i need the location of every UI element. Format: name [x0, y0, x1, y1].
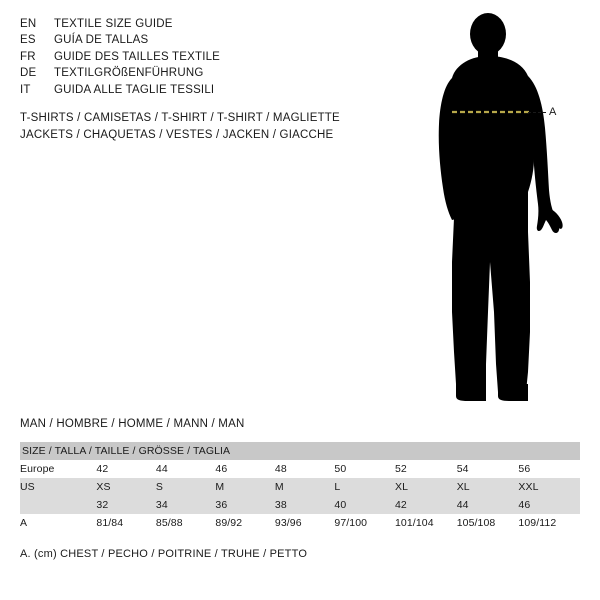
cell-usnum-6: 44 [456, 499, 469, 511]
cell-a-4: 97/100 [334, 517, 368, 529]
cell-a-7: 109/112 [518, 517, 557, 529]
callout-leader-line [528, 112, 546, 114]
cell-usnum-5: 42 [394, 499, 407, 511]
cell-a-3: 93/96 [274, 517, 302, 529]
male-silhouette-figure [410, 12, 600, 402]
language-code-it: IT [20, 83, 31, 96]
language-code-de: DE [20, 67, 37, 80]
table-header-label: SIZE / TALLA / TAILLE / GRÖSSE / TAGLIA [22, 445, 231, 457]
language-text-it: GUIDA ALLE TAGLIE TESSILI [54, 83, 215, 96]
language-text-de: TEXTILGRÖßENFÜHRUNG [54, 67, 204, 80]
cell-europe-6: 54 [456, 463, 469, 475]
cell-us-4: L [334, 481, 341, 493]
cell-us-1: S [155, 481, 163, 493]
callout-label-a: A [549, 106, 557, 118]
language-row-de [20, 65, 350, 81]
cell-europe-3: 48 [274, 463, 287, 475]
row-label-europe: Europe [20, 463, 55, 475]
table-header-row [20, 442, 580, 460]
table-row [20, 514, 580, 532]
cell-usnum-1: 34 [155, 499, 168, 511]
garment-categories [20, 110, 380, 144]
table-section-title: MAN / HOMBRE / HOMME / MANN / MAN [20, 418, 245, 430]
row-label-us: US [20, 481, 35, 493]
cell-a-6: 105/108 [456, 517, 496, 529]
row-label-a: A [20, 517, 28, 529]
measurement-footnote: A. (cm) CHEST / PECHO / POITRINE / TRUHE / PETTO [20, 548, 308, 560]
language-code-es: ES [20, 34, 36, 47]
table-row [20, 496, 580, 514]
cell-a-2: 89/92 [215, 517, 243, 529]
cell-usnum-3: 38 [274, 499, 287, 511]
size-table-wrapper [20, 442, 580, 532]
cell-europe-7: 56 [518, 463, 531, 475]
cell-europe-0: 42 [96, 463, 109, 475]
language-row-it [20, 82, 350, 98]
cell-a-5: 101/104 [394, 517, 434, 529]
cell-us-6: XL [456, 481, 470, 493]
table-row [20, 478, 580, 496]
language-text-fr: GUIDE DES TAILLES TEXTILE [54, 50, 221, 63]
cell-a-0: 81/84 [96, 517, 124, 529]
cell-a-1: 85/88 [155, 517, 183, 529]
language-header-block [20, 16, 350, 98]
language-code-en: EN [20, 18, 37, 30]
row-label-us-numeric [20, 496, 96, 514]
language-row-en [20, 16, 350, 32]
category-jackets: JACKETS / CHAQUETAS / VESTES / JACKEN / GIACCHE [20, 129, 334, 141]
cell-europe-2: 46 [215, 463, 228, 475]
cell-usnum-4: 40 [334, 499, 347, 511]
cell-usnum-0: 32 [96, 499, 109, 511]
cell-europe-1: 44 [155, 463, 168, 475]
category-tshirts: T-SHIRTS / CAMISETAS / T-SHIRT / T-SHIRT / MAGLIETTE [20, 112, 340, 124]
cell-us-5: XL [394, 481, 409, 493]
silhouette-svg [410, 12, 600, 402]
cell-europe-4: 50 [334, 463, 347, 475]
language-text-es: GUÍA DE TALLAS [54, 34, 149, 47]
cell-usnum-7: 46 [518, 499, 531, 511]
cell-us-2: M [215, 481, 225, 493]
size-table [20, 442, 580, 532]
cell-us-3: M [274, 481, 284, 493]
table-row [20, 460, 580, 478]
cell-europe-5: 52 [394, 463, 407, 475]
language-code-fr: FR [20, 50, 36, 63]
cell-usnum-2: 36 [215, 499, 228, 511]
cell-us-7: XXL [518, 481, 539, 493]
cell-us-0: XS [96, 481, 111, 493]
language-row-fr [20, 49, 350, 65]
language-text-en: TEXTILE SIZE GUIDE [54, 18, 173, 30]
language-row-es [20, 32, 350, 48]
